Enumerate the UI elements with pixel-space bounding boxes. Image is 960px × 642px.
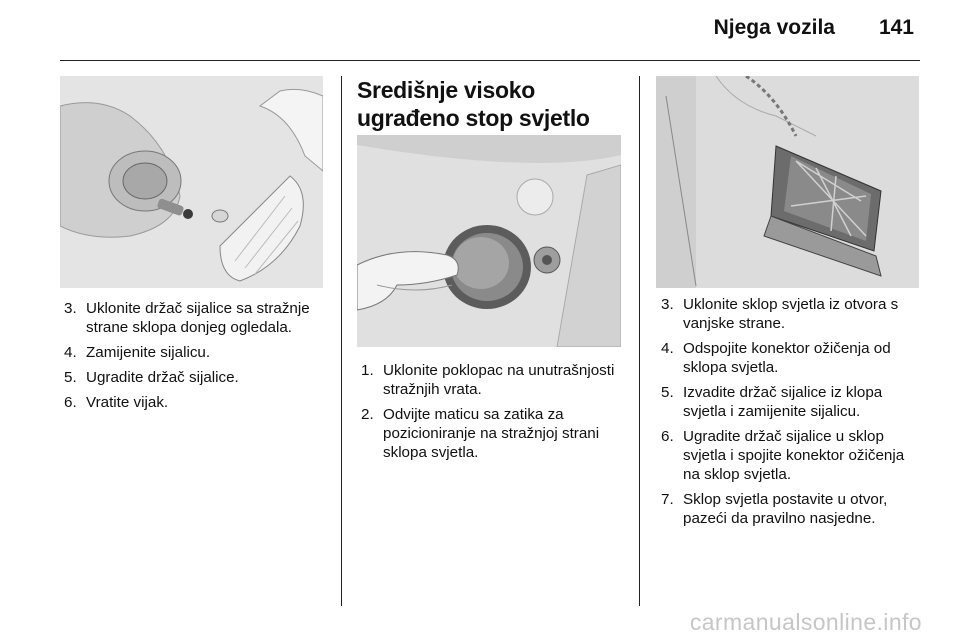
column-divider-right xyxy=(639,76,640,606)
list-item xyxy=(64,299,332,337)
right-steps-list xyxy=(661,295,923,534)
list-item xyxy=(64,343,332,362)
step-number: 2. xyxy=(361,406,374,423)
left-steps-list xyxy=(64,299,332,418)
step-number: 3. xyxy=(64,300,77,317)
watermark: carmanualsonline.info xyxy=(689,609,922,635)
step-text: Uklonite sklop svjetla iz otvora s vanjske strane. xyxy=(683,296,899,332)
list-item xyxy=(64,393,332,412)
step-text: Zamijenite sijalicu. xyxy=(86,344,211,361)
list-item xyxy=(64,368,332,387)
step-number: 4. xyxy=(64,344,77,361)
list-item xyxy=(661,295,923,333)
step-text: Uklonite držač sijalice sa stražnje strane sklopa donjeg ogledala. xyxy=(86,300,310,336)
mirror-bulb-holder-illustration xyxy=(60,76,323,288)
step-number: 5. xyxy=(64,369,77,386)
list-item xyxy=(361,361,631,399)
step-number: 6. xyxy=(64,394,77,411)
rear-door-cover-illustration xyxy=(357,135,621,347)
middle-steps-list xyxy=(361,361,631,468)
list-item xyxy=(661,427,923,484)
page-number: 141 xyxy=(878,16,914,39)
step-text: Sklop svjetla postavite u otvor, pazeći da pravilno nasjedne. xyxy=(683,491,888,527)
step-text: Vratite vijak. xyxy=(86,394,169,411)
step-text: Odspojite konektor ožičenja od sklopa svjetla. xyxy=(683,340,891,376)
step-number: 5. xyxy=(661,384,674,401)
step-text: Ugradite držač sijalice. xyxy=(86,369,239,386)
step-text: Odvijte maticu sa zatika za pozicioniranje na stražnjoj strani sklopa svjetla. xyxy=(383,406,600,461)
header-rule xyxy=(60,60,920,61)
step-number: 6. xyxy=(661,428,674,445)
section-heading: Središnje visoko ugrađeno stop svjetlo xyxy=(357,77,590,131)
list-item xyxy=(661,339,923,377)
list-item xyxy=(661,383,923,421)
brake-light-assembly-illustration xyxy=(656,76,919,288)
header-title: Njega vozila xyxy=(713,16,835,39)
step-number: 3. xyxy=(661,296,674,313)
list-item xyxy=(661,490,923,528)
step-number: 4. xyxy=(661,340,674,357)
step-number: 1. xyxy=(361,362,374,379)
step-number: 7. xyxy=(661,491,674,508)
step-text: Ugradite držač sijalice u sklop svjetla i spojite konektor ožičenja na sklop svjetla. xyxy=(683,428,905,483)
list-item xyxy=(361,405,631,462)
column-divider-left xyxy=(341,76,342,606)
step-text: Uklonite poklopac na unutrašnjosti stražnjih vrata. xyxy=(383,362,615,398)
step-text: Izvadite držač sijalice iz klopa svjetla i zamijenite sijalicu. xyxy=(683,384,883,420)
